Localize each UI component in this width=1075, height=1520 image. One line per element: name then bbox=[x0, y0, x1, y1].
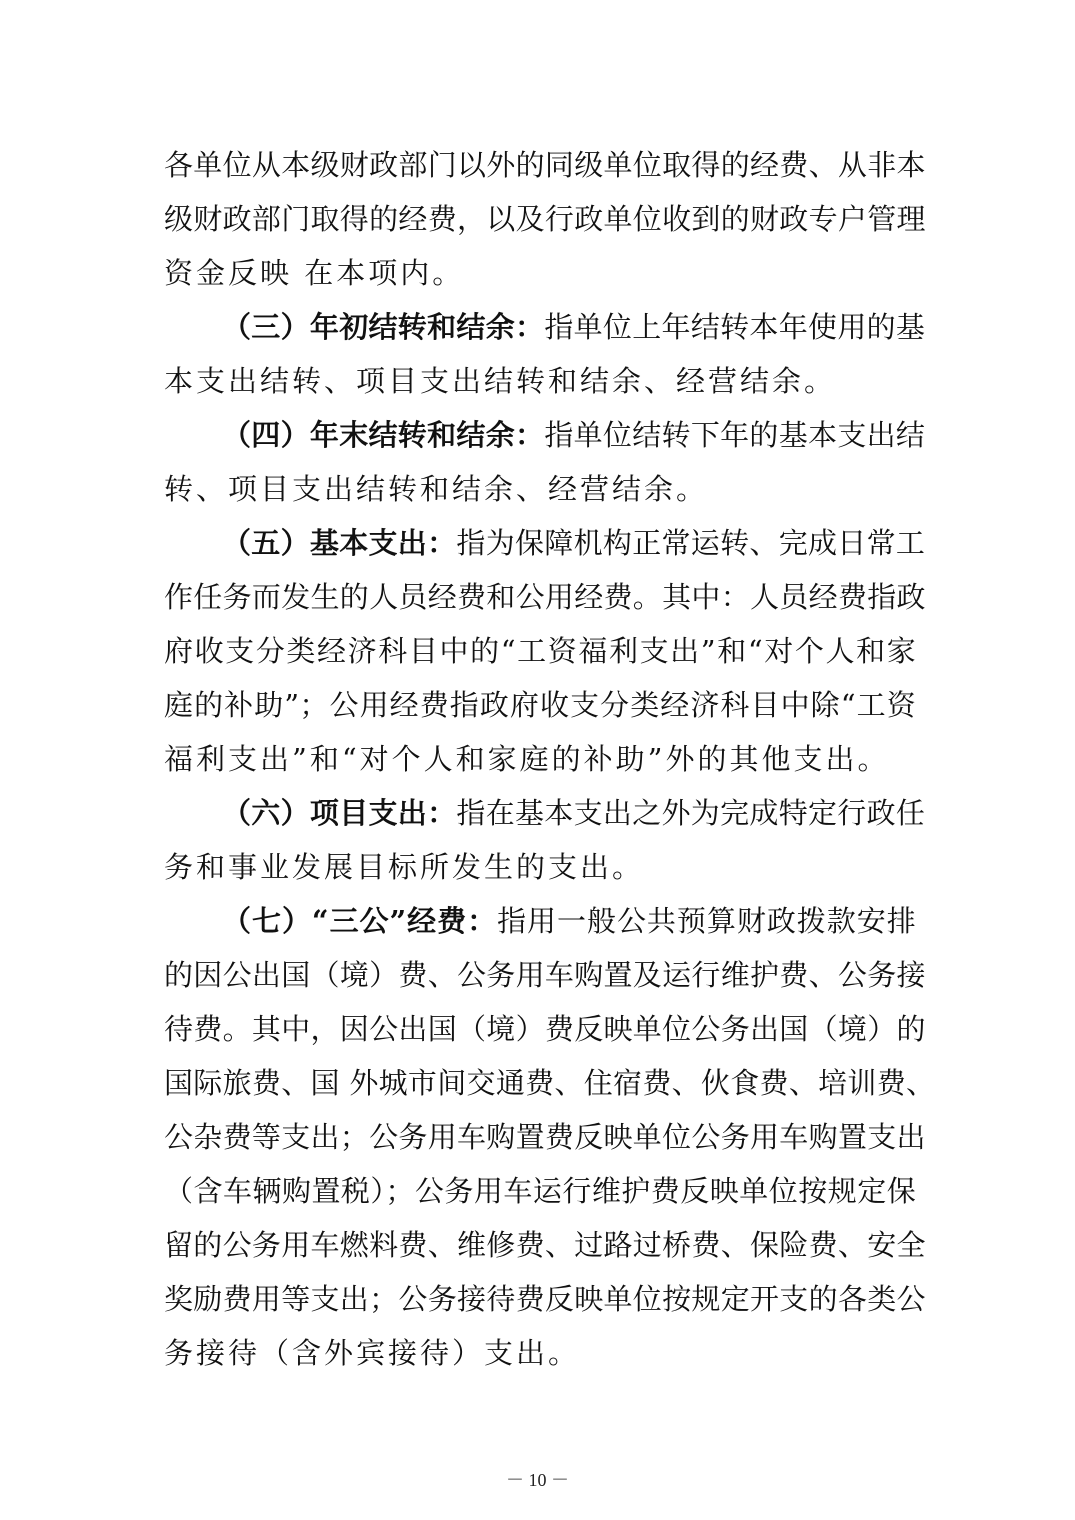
paragraph-text: 指单位结转下年的基本支出结 bbox=[544, 418, 926, 452]
paragraph-line: 公杂费等支出；公务用车购置费反映单位公务用车购置支出 bbox=[164, 1120, 926, 1154]
paragraph-text: 指单位上年结转本年使用的基 bbox=[544, 310, 926, 344]
paragraph-line: （含车辆购置税）；公务用车运行维护费反映单位按规定保 bbox=[164, 1174, 916, 1208]
paragraph-line: 的因公出国（境）费、公务用车购置及运行维护费、公务接 bbox=[164, 958, 926, 992]
paragraph-line: 留的公务用车燃料费、维修费、过路过桥费、保险费、安全 bbox=[164, 1228, 926, 1262]
paragraph-line: 各单位从本级财政部门以外的同级单位取得的经费、从非本 bbox=[164, 148, 926, 182]
paragraph-text: 指在基本支出之外为完成特定行政任 bbox=[456, 796, 926, 830]
page-number: － 10 － bbox=[506, 1470, 569, 1490]
paragraph-line: 级财政部门取得的经费，以及行政单位收到的财政专户管理 bbox=[164, 202, 926, 236]
section-heading: （七）“三公”经费： bbox=[222, 904, 498, 938]
paragraph-text: 指为保障机构正常运转、完成日常工 bbox=[456, 526, 926, 560]
paragraph-line: 本支出结转、项目支出结转和结余、经营结余。 bbox=[164, 364, 837, 398]
paragraph-line: 府收支分类经济科目中的“工资福利支出”和“对个人和家 bbox=[164, 634, 916, 668]
section-heading: （四）年末结转和结余： bbox=[222, 418, 545, 452]
paragraph-line bbox=[222, 521, 926, 565]
section-heading: （六）项目支出： bbox=[222, 796, 457, 830]
paragraph-line bbox=[222, 899, 916, 943]
paragraph-line: 福利支出”和“对个人和家庭的补助”外的其他支出。 bbox=[164, 742, 890, 776]
paragraph-line bbox=[222, 413, 926, 457]
paragraph-line: 转、项目支出结转和结余、经营结余。 bbox=[164, 472, 709, 506]
paragraph-line: 务和事业发展目标所发生的支出。 bbox=[164, 850, 645, 884]
paragraph-line: 庭的补助”；公用经费指政府收支分类经济科目中除“工资 bbox=[164, 688, 916, 722]
paragraph-line: 作任务而发生的人员经费和公用经费。其中：人员经费指政 bbox=[164, 580, 926, 614]
section-heading: （五）基本支出： bbox=[222, 526, 457, 560]
paragraph-line bbox=[222, 305, 926, 349]
section-heading: （三）年初结转和结余： bbox=[222, 310, 545, 344]
paragraph-line bbox=[222, 791, 926, 835]
paragraph-text: 指用一般公共预算财政拨款安排 bbox=[497, 904, 916, 938]
paragraph-line: 奖励费用等支出；公务接待费反映单位按规定开支的各类公 bbox=[164, 1282, 926, 1316]
paragraph-line: 待费。其中，因公出国（境）费反映单位公务出国（境）的 bbox=[164, 1012, 926, 1046]
paragraph-line: 务接待（含外宾接待）支出。 bbox=[164, 1336, 581, 1370]
paragraph-line: 资金反映 在本项内。 bbox=[164, 256, 465, 290]
paragraph-line: 国际旅费、国 外城市间交通费、住宿费、伙食费、培训费、 bbox=[164, 1066, 936, 1100]
